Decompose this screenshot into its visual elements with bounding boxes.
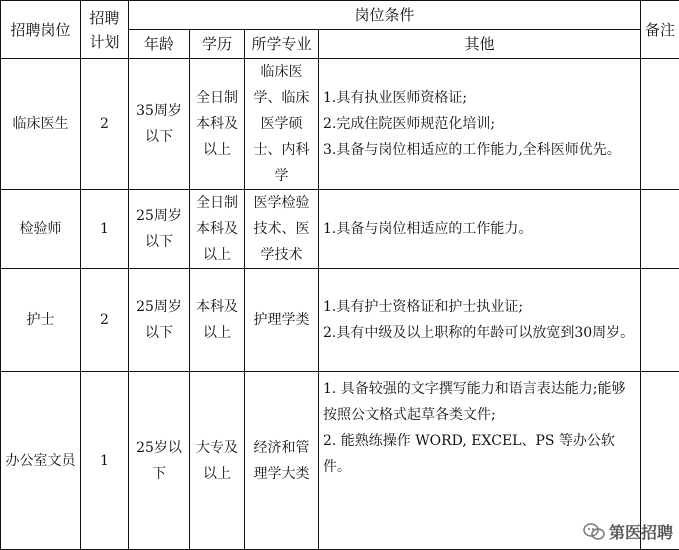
cell-position: 办公室文员 (1, 372, 81, 550)
cell-other (319, 269, 641, 372)
other-line: 1. 具备较强的文字撰写能力和语言表达能力;能够按照公文格式起草各类文件; (323, 376, 636, 428)
cell-education: 本科及以上 (190, 269, 245, 372)
other-line: 1.具有护士资格证和护士执业证; (323, 294, 636, 320)
cell-age: 25周岁以下 (129, 190, 190, 269)
cell-age: 35周岁以下 (129, 59, 190, 190)
table-row (1, 59, 679, 190)
cell-plan: 2 (81, 59, 129, 190)
other-line: 2.完成住院医师规范化培训; (323, 111, 636, 137)
cell-other (319, 59, 641, 190)
table-row (1, 269, 679, 372)
other-line: 2. 能熟练操作 WORD, EXCEL、PS 等办公软件。 (323, 428, 636, 480)
header-age: 年龄 (129, 30, 190, 59)
cell-age: 25周岁以下 (129, 269, 190, 372)
header-plan: 招聘计划 (81, 1, 129, 59)
table-row (1, 190, 679, 269)
cell-major: 经济和管理学大类 (245, 372, 319, 550)
wechat-icon (583, 523, 605, 541)
other-line: 1.具备与岗位相适应的工作能力。 (323, 216, 636, 242)
other-line: 1.具有执业医师资格证; (323, 85, 636, 111)
cell-education: 全日制本科及以上 (190, 59, 245, 190)
header-other: 其他 (319, 30, 641, 59)
cell-remarks (641, 59, 679, 190)
cell-plan: 1 (81, 190, 129, 269)
cell-other (319, 190, 641, 269)
cell-remarks (641, 190, 679, 269)
cell-major: 护理学类 (245, 269, 319, 372)
cell-position: 护士 (1, 269, 81, 372)
cell-remarks (641, 269, 679, 372)
header-remarks: 备注 (641, 1, 679, 59)
cell-plan: 1 (81, 372, 129, 550)
header-conditions: 岗位条件 (129, 1, 641, 30)
header-position: 招聘岗位 (1, 1, 81, 59)
cell-major: 临床医学、临床医学硕士、内科学 (245, 59, 319, 190)
cell-position: 临床医生 (1, 59, 81, 190)
cell-plan: 2 (81, 269, 129, 372)
other-line: 2.具有中级及以上职称的年龄可以放宽到30周岁。 (323, 320, 636, 346)
cell-education: 大专及以上 (190, 372, 245, 550)
cell-major: 医学检验技术、医学技术 (245, 190, 319, 269)
other-line: 3.具备与岗位相适应的工作能力,全科医师优先。 (323, 137, 636, 163)
cell-position: 检验师 (1, 190, 81, 269)
header-major: 所学专业 (245, 30, 319, 59)
header-education: 学历 (190, 30, 245, 59)
cell-education: 全日制本科及以上 (190, 190, 245, 269)
watermark (583, 520, 673, 543)
cell-age: 25岁以下 (129, 372, 190, 550)
table-row (1, 372, 679, 550)
watermark-text: 第医招聘 (609, 520, 673, 543)
